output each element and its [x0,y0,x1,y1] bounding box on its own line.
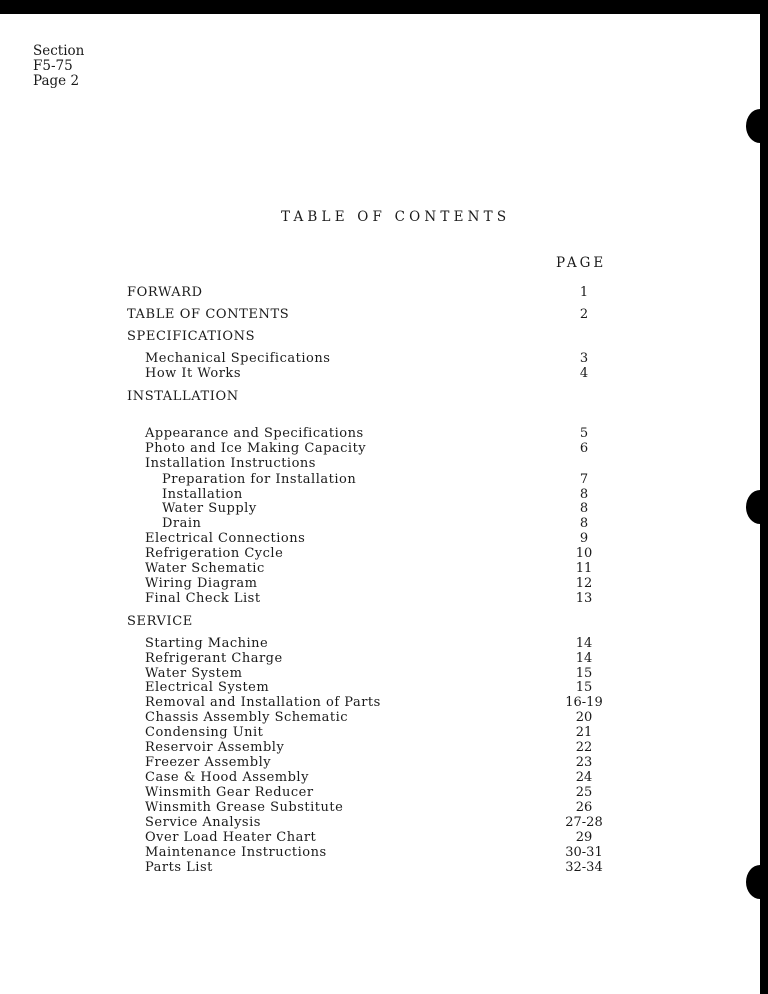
toc-entry [0,501,768,517]
toc-entry-label: Removal and Installation of Parts [145,695,381,710]
toc-entry [0,456,768,472]
toc-entry-page: 26 [575,800,593,815]
toc-entry-page: 8 [579,487,589,502]
toc-entry-page: 22 [575,740,593,755]
toc-entry [0,710,768,726]
toc-entry [0,725,768,741]
toc-entry-page: 5 [579,426,589,441]
toc-entry-label: Drain [162,516,202,531]
toc-entry-label: Electrical Connections [145,531,306,546]
toc-entry [0,531,768,547]
toc-entry-page: 6 [579,441,589,456]
toc-entry-page: 15 [575,666,593,681]
toc-entry-page: 11 [575,561,593,576]
toc-entry-page: 23 [575,755,593,770]
toc-entry-label: Parts List [145,860,213,875]
toc-entry-page: 9 [579,531,589,546]
toc-entry-page: 14 [575,636,593,651]
toc-entry-label: Installation [162,487,243,502]
toc-entry [0,680,768,696]
toc-entry-page: 4 [579,366,589,381]
toc-entry [0,740,768,756]
toc-entry [0,830,768,846]
toc-entry-page: 8 [579,501,589,516]
toc-entry-label: SPECIFICATIONS [127,329,256,344]
toc-entry-label: Case & Hood Assembly [145,770,309,785]
toc-entry [0,472,768,488]
toc-entry-page: 8 [579,516,589,531]
toc-entry-label: Refrigeration Cycle [145,546,284,561]
toc-entry [0,285,768,301]
toc-entry [0,800,768,816]
toc-entry-label: Preparation for Installation [162,472,357,487]
toc-entry-label: FORWARD [127,285,203,300]
toc-entry [0,860,768,876]
toc-section-heading [0,329,768,345]
toc-entry-label: Photo and Ice Making Capacity [145,441,367,456]
toc-entry-page: 29 [575,830,593,845]
toc-section-heading [0,614,768,630]
toc-entry-label: Service Analysis [145,815,261,830]
toc-entry-label: Condensing Unit [145,725,264,740]
toc-entry-label: Freezer Assembly [145,755,272,770]
toc-entry-label: Water System [145,666,243,681]
toc-entry-page: 10 [575,546,593,561]
toc-entry [0,561,768,577]
toc-entry-label: How It Works [145,366,241,381]
toc-entry [0,366,768,382]
toc-entry [0,426,768,442]
binder-hole [746,109,768,143]
toc-entry-label: Reservoir Assembly [145,740,285,755]
toc-entry-page: 32-34 [565,860,603,875]
toc-entry [0,516,768,532]
toc-entry [0,441,768,457]
toc-entry [0,636,768,652]
toc-entry [0,755,768,771]
toc-entry-label: Winsmith Grease Substitute [145,800,344,815]
toc-entry-label: Appearance and Specifications [145,426,364,441]
section-label: Section [33,43,85,59]
toc-entry-label: Starting Machine [145,636,269,651]
page-label: Page 2 [33,73,80,89]
toc-entry-label: Final Check List [145,591,261,606]
toc-entry-page: 1 [579,285,589,300]
toc-entry [0,591,768,607]
toc-entry-page: 15 [575,680,593,695]
toc-entry-label: SERVICE [127,614,193,629]
toc-entry-page: 12 [575,576,593,591]
toc-entry-page: 7 [579,472,589,487]
page-title: TABLE OF CONTENTS [281,209,511,225]
toc-entry-label: Chassis Assembly Schematic [145,710,349,725]
toc-entry-label: Over Load Heater Chart [145,830,317,845]
toc-entry-page: 20 [575,710,593,725]
toc-entry [0,770,768,786]
toc-entry [0,546,768,562]
toc-entry-page: 13 [575,591,593,606]
toc-entry-label: TABLE OF CONTENTS [127,307,290,322]
section-header [33,44,84,89]
toc-entry [0,351,768,367]
toc-entry [0,815,768,831]
toc-entry [0,785,768,801]
toc-entry [0,695,768,711]
toc-entry-label: Water Schematic [145,561,265,576]
toc-entry-label: INSTALLATION [127,389,239,404]
page-column-header: PAGE [556,255,607,271]
toc-entry-label: Electrical System [145,680,270,695]
toc-entry-label: Installation Instructions [145,456,316,471]
toc-entry [0,576,768,592]
toc-entry-page: 3 [579,351,589,366]
toc-entry-page: 16-19 [565,695,603,710]
toc-entry-page: 27-28 [565,815,603,830]
section-code: F5-75 [33,58,73,74]
toc-entry-page: 2 [579,307,589,322]
toc-entry-page: 14 [575,651,593,666]
toc-entry-page: 24 [575,770,593,785]
toc-entry-label: Refrigerant Charge [145,651,283,666]
toc-entry [0,307,768,323]
toc-entry-page: 21 [575,725,593,740]
toc-entry-page: 25 [575,785,593,800]
toc-entry-label: Winsmith Gear Reducer [145,785,314,800]
toc-entry-label: Maintenance Instructions [145,845,327,860]
toc-section-heading [0,389,768,405]
toc-entry [0,651,768,667]
toc-entry-label: Mechanical Specifications [145,351,331,366]
toc-entry [0,845,768,861]
toc-entry-label: Wiring Diagram [145,576,258,591]
scan-top-border [0,0,768,14]
toc-entry-page: 30-31 [565,845,603,860]
toc-entry-label: Water Supply [162,501,257,516]
